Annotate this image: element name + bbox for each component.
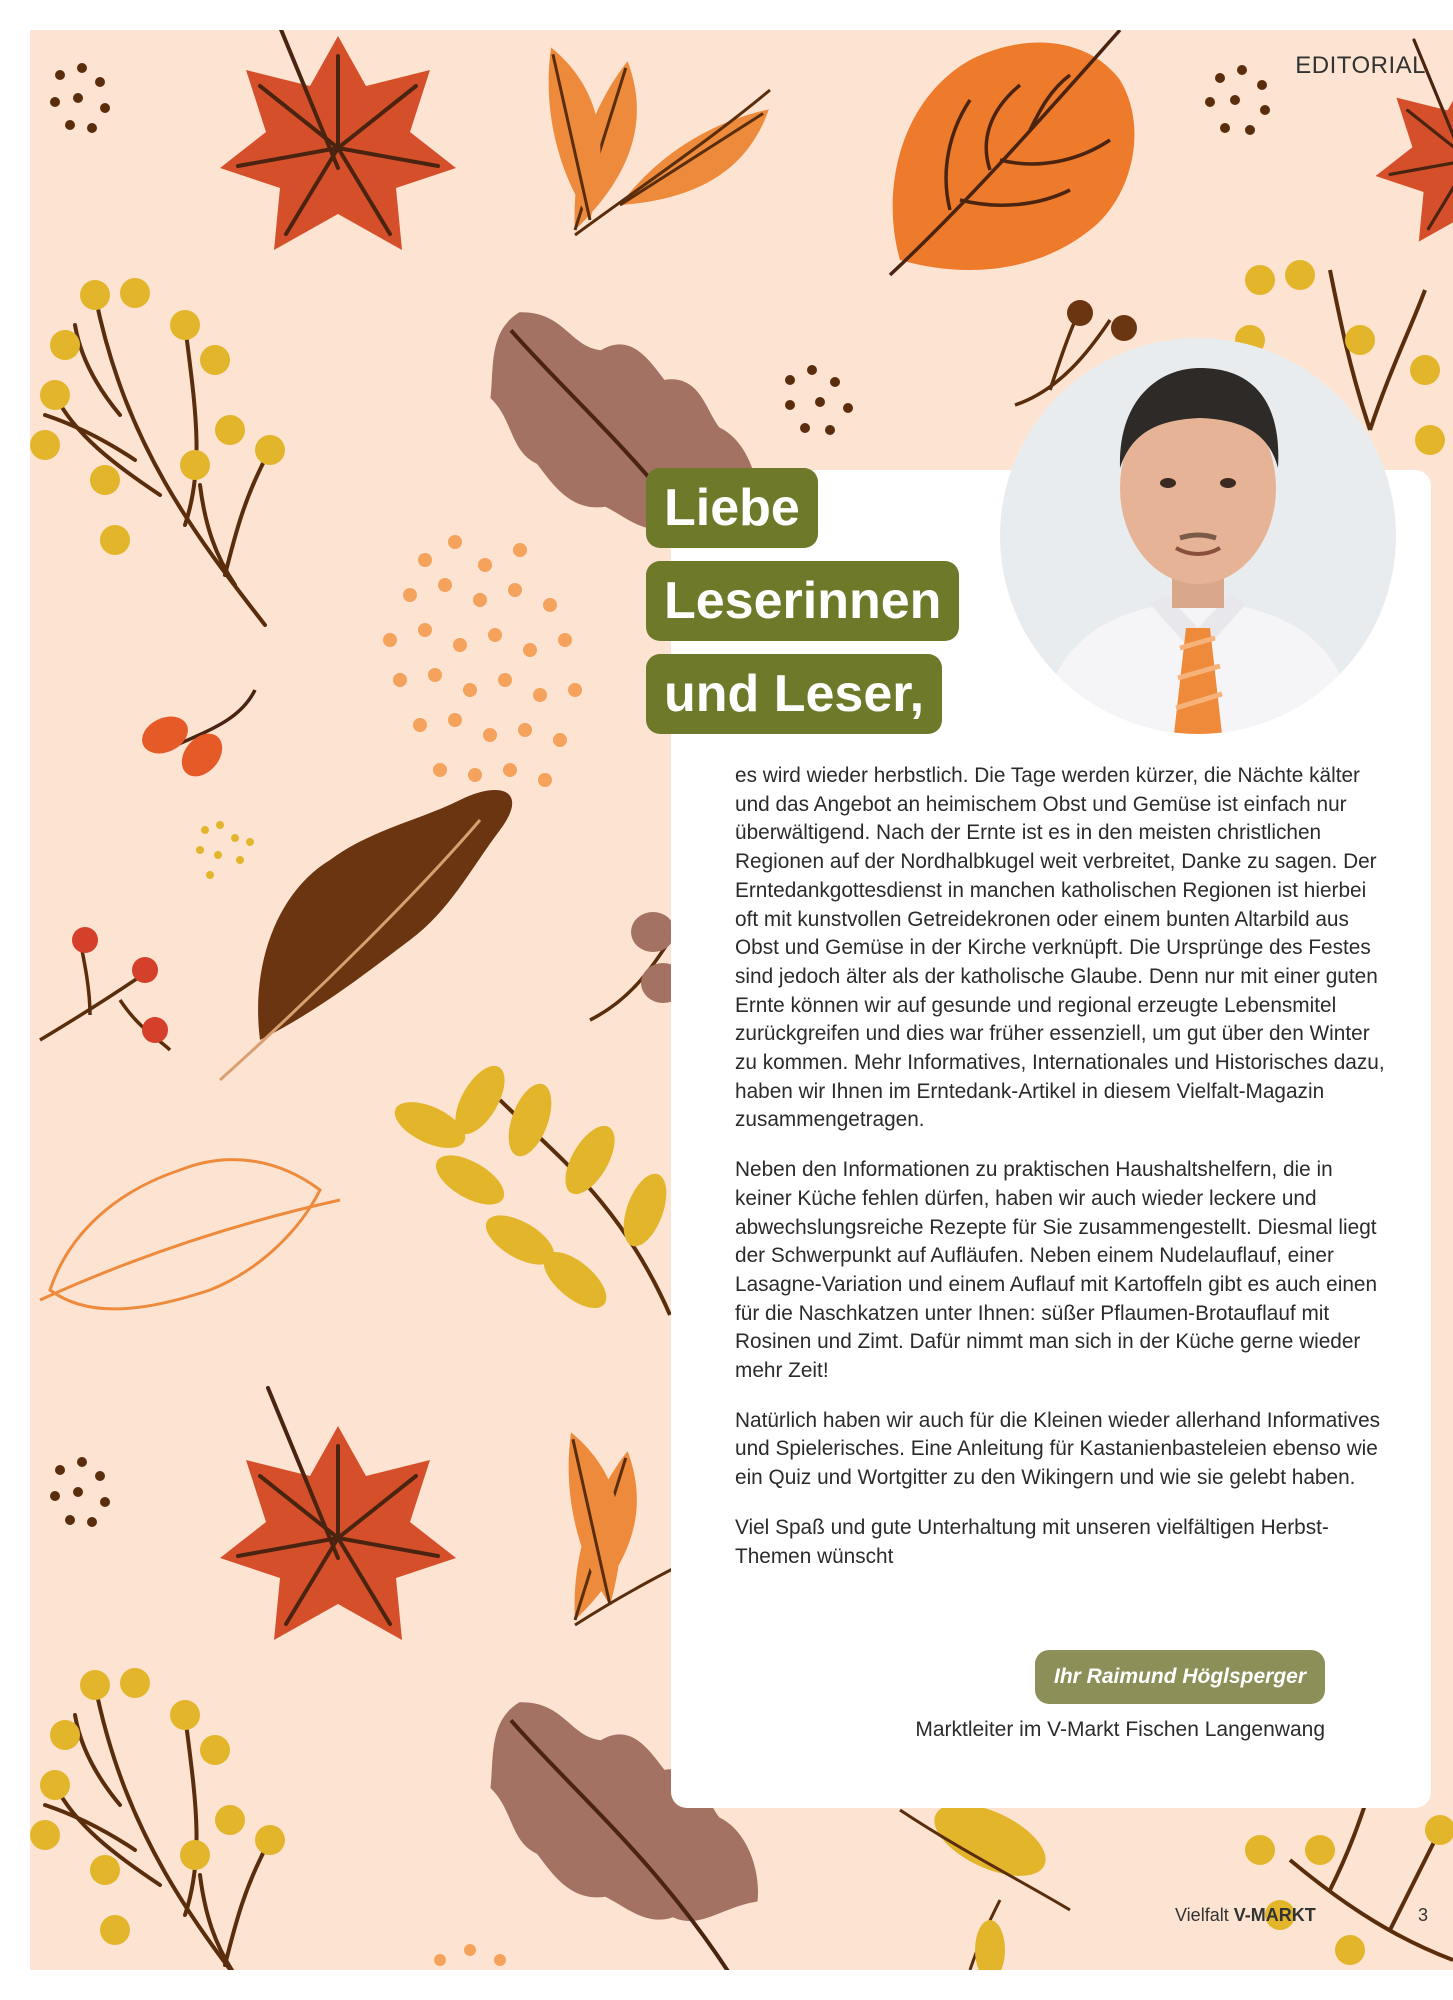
footer-magazine-name: Vielfalt xyxy=(1175,1905,1229,1925)
footer-brand xyxy=(1175,1905,1316,1926)
body-paragraph-4: Viel Spaß und gute Unterhaltung mit unseren vielfältigen Herbst-Themen wünscht xyxy=(735,1515,1329,1568)
section-label: EDITORIAL xyxy=(1295,52,1426,79)
headline-line-3: und Leser, xyxy=(646,654,942,734)
author-portrait xyxy=(1000,338,1396,734)
signature-name-badge: Ihr Raimund Höglsperger xyxy=(1035,1650,1325,1704)
footer-brand-name: V-MARKT xyxy=(1233,1905,1316,1925)
page-number: 3 xyxy=(1418,1905,1429,1925)
body-paragraph-3: Natürlich haben wir auch für die Kleinen wieder allerhand Informatives und Spielerisches. Eine Anleitung für Kastanienbasteleien ebenso wie ein Quiz und Wortgitter zu den Wikingern und wie sie gelebt haben. xyxy=(735,1408,1381,1490)
body-paragraph-2: Neben den Informationen zu praktischen Haushaltshelfern, die in keiner Küche fehlen dürfen, haben wir auch wieder leckere und abwechslungsreiche Rezepte für Sie zusammengestellt. Diesmal liegt der Schwerpunkt auf Aufläufen. Neben einem Nudelauflauf, einer Lasagne-Variation und einem Auflauf mit Kartoffeln gibt es auch einen für die Naschkatzen unter Ihnen: süßer Pflaumen-Brotauflauf mit Rosinen und Zimt. Dafür nimmt man sich in der Küche gerne wieder mehr Zeit! xyxy=(735,1158,1378,1383)
headline-line-2: Leserinnen xyxy=(646,561,959,641)
body-paragraph-1: es wird wieder herbstlich. Die Tage werden kürzer, die Nächte kälter und das Angebot an heimischem Obst und Gemüse ist einfach nur überwältigend. Nach der Ernte ist es in den meisten christlichen Regionen auf der Nordhalbkugel weit verbreitet, Danke zu sagen. Der Erntedankgottesdienst in manchen katholischen Regionen ist hierbei oft mit kunstvollen Getreidekronen oder einem bunten Altarbild aus Obst und Gemüse in der Kirche verknüpft. Die Ursprünge des Festes sind jedoch älter als der katholische Glaube. Denn nur mit einer guten Ernte können wir auf gesunde und regional erzeugte Lebensmitel zurückgreifen und dies war früher essenziell, um gut über den Winter zu kommen. Mehr Informatives, Internationales und Historisches dazu, haben wir Ihnen im Erntedank-Artikel in diesem Vielfalt-Magazin zusammengetragen. xyxy=(735,764,1385,1132)
signature-role: Marktleiter im V-Markt Fischen Langenwang xyxy=(915,1718,1325,1741)
headline-line-1: Liebe xyxy=(646,468,818,548)
editorial-body xyxy=(735,762,1395,1592)
